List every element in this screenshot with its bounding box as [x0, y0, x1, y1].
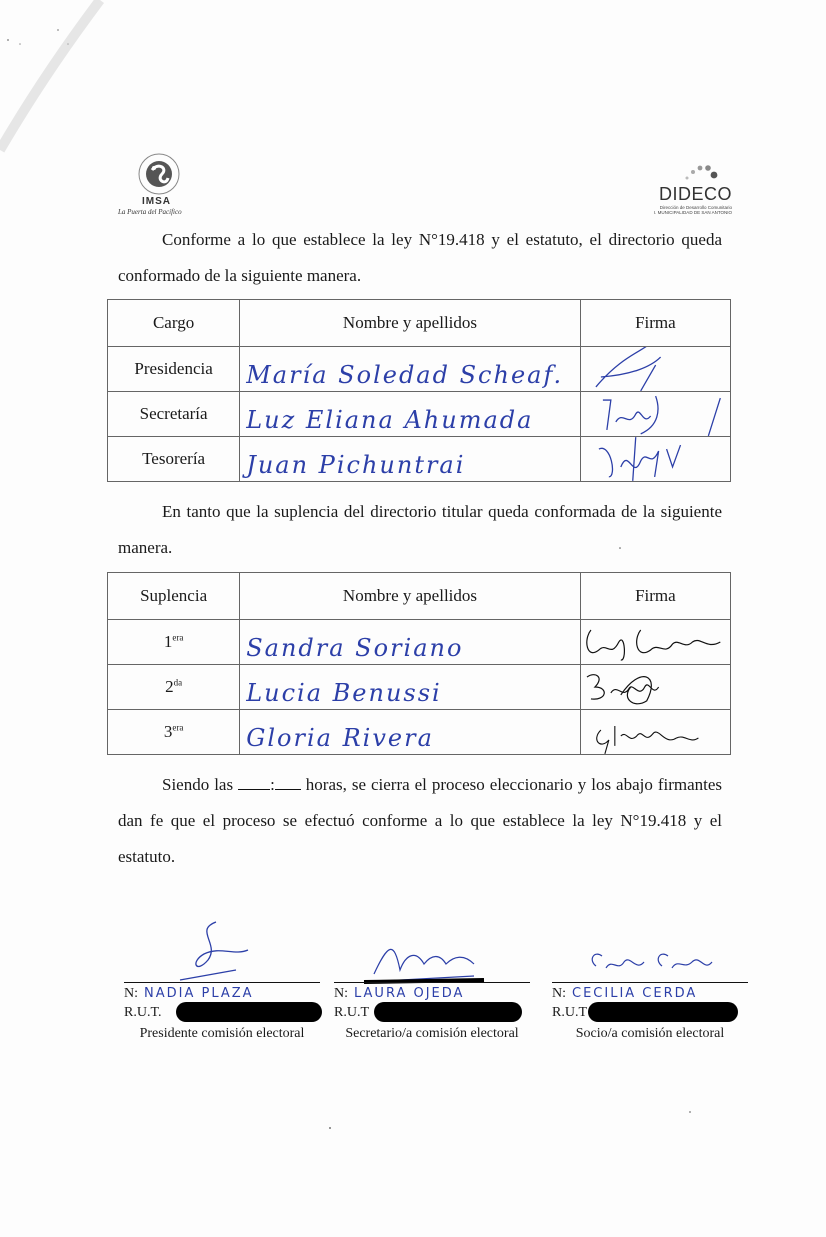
table-row: [108, 392, 731, 437]
imsa-tagline: La Puerta del Pacífico: [118, 208, 182, 216]
signer-socio: [552, 910, 748, 1050]
signer-role: Secretario/a comisión electoral: [345, 1026, 519, 1041]
rut-label: R.U.T: [552, 1005, 587, 1020]
dideco-logo: [622, 162, 732, 220]
firma-cell: [580, 392, 730, 437]
signature-image: [552, 910, 748, 990]
table-row: [108, 437, 731, 482]
nombre-cell: [240, 620, 581, 665]
nombre-cell: [240, 392, 581, 437]
order-number: 3: [163, 722, 173, 741]
table-header-row: [108, 300, 731, 347]
hour-blank: [238, 775, 270, 790]
minute-blank: [275, 775, 301, 790]
suplencia-order-cell: [108, 665, 240, 710]
header-suplencia: Suplencia: [108, 573, 240, 620]
dideco-dots-icon: [684, 162, 718, 182]
signature-line: [124, 982, 320, 983]
closing-text-start: Siendo las: [162, 775, 234, 794]
header-nombre: Nombre y apellidos: [240, 300, 581, 347]
redaction-bar: [374, 1002, 522, 1022]
order-suffix: era: [172, 632, 184, 643]
imsa-logo: [112, 148, 212, 220]
name-label: N:: [124, 986, 138, 1001]
table-row: [108, 620, 731, 665]
handwritten-name: NADIA PLAZA: [144, 986, 254, 1001]
suplencia-table: [107, 572, 731, 755]
redaction-bar: [176, 1002, 322, 1022]
nombre-cell: [240, 437, 581, 482]
handwritten-name: Luz Eliana Ahumada: [246, 406, 534, 434]
firma-cell: [580, 437, 730, 482]
suplencia-order-cell: [108, 620, 240, 665]
header-logos: [112, 148, 732, 220]
cargo-cell: Tesorería: [108, 437, 240, 482]
order-suffix: da: [173, 677, 183, 688]
header-firma: Firma: [580, 573, 730, 620]
imsa-wordmark: IMSA: [142, 196, 171, 207]
imsa-emblem-icon: [124, 148, 194, 198]
handwritten-name: LAURA OJEDA: [354, 986, 465, 1001]
signature-image: [581, 437, 730, 481]
signer-role: Presidente comisión electoral: [139, 1026, 305, 1041]
handwritten-name: María Soledad Scheaf.: [246, 361, 564, 389]
firma-cell: [580, 665, 730, 710]
redaction-bar: [588, 1002, 738, 1022]
signature-line: [552, 982, 748, 983]
table-row: [108, 347, 731, 392]
table-header-row: [108, 573, 731, 620]
header-nombre: Nombre y apellidos: [240, 573, 581, 620]
name-label: N:: [334, 986, 348, 1001]
name-label: N:: [552, 986, 566, 1001]
order-number: 1: [163, 632, 173, 651]
nombre-cell: [240, 710, 581, 755]
closing-paragraph: Siendo las : horas, se cierra el proceso eleccionario y los abajo firmantes dan fe que el proceso se efectuó conforme a lo que establece la ley N°19.418 y el estatuto.: [118, 775, 723, 866]
signer-presidente: [124, 910, 320, 1050]
nombre-cell: [240, 347, 581, 392]
table-row: [108, 710, 731, 755]
directorio-table: [107, 299, 731, 482]
suplencia-order-cell: [108, 710, 240, 755]
nombre-cell: [240, 665, 581, 710]
handwritten-name: CECILIA CERDA: [572, 986, 698, 1001]
header-cargo: Cargo: [108, 300, 240, 347]
signature-image: [581, 347, 730, 391]
firma-cell: [580, 710, 730, 755]
handwritten-name: Gloria Rivera: [246, 724, 434, 752]
signer-role: Socio/a comisión electoral: [575, 1026, 725, 1041]
order-suffix: era: [172, 722, 184, 733]
signature-image: [581, 620, 730, 664]
name-line: [552, 986, 697, 1002]
firma-cell: [580, 347, 730, 392]
header-firma: Firma: [580, 300, 730, 347]
dideco-subtitle-line1: Dirección de Desarrollo Comunitario: [659, 205, 732, 210]
handwritten-name: Juan Pichuntrai: [246, 451, 466, 479]
handwritten-name: Sandra Soriano: [246, 634, 464, 662]
signer-secretario: [334, 910, 530, 1050]
intro-paragraph: Conforme a lo que establece la ley N°19.418 y el estatuto, el directorio queda conformado de la siguiente manera.: [118, 230, 722, 285]
signature-image: [581, 665, 730, 709]
name-line: [124, 986, 254, 1002]
rut-label: R.U.T: [334, 1005, 369, 1020]
signature-image: [124, 910, 320, 990]
signature-image: [581, 710, 730, 754]
scan-streak: [0, 0, 110, 180]
signature-image: [581, 392, 730, 436]
signature-image: [334, 910, 530, 990]
signature-line: [334, 982, 530, 983]
rut-label: R.U.T.: [124, 1005, 162, 1020]
dideco-subtitle: [654, 205, 732, 215]
handwritten-name: Lucia Benussi: [246, 679, 442, 707]
table-row: [108, 665, 731, 710]
order-number: 2: [165, 677, 174, 696]
closing-text-end: horas, se cierra el proceso eleccionario y los abajo firmantes dan fe que el proceso se efectuó conforme a lo que establece la ley N°19.418 y el estatuto.: [118, 775, 723, 866]
suplencia-paragraph: En tanto que la suplencia del directorio titular queda conformada de la siguiente manera.: [118, 502, 722, 557]
cargo-cell: Secretaría: [108, 392, 240, 437]
name-line: [334, 986, 464, 1002]
dideco-subtitle-line2: I. MUNICIPALIDAD DE SAN ANTONIO: [653, 210, 732, 215]
dideco-wordmark: DIDECO: [658, 184, 732, 204]
firma-cell: [580, 620, 730, 665]
cargo-cell: Presidencia: [108, 347, 240, 392]
signers-block: [118, 910, 738, 1060]
